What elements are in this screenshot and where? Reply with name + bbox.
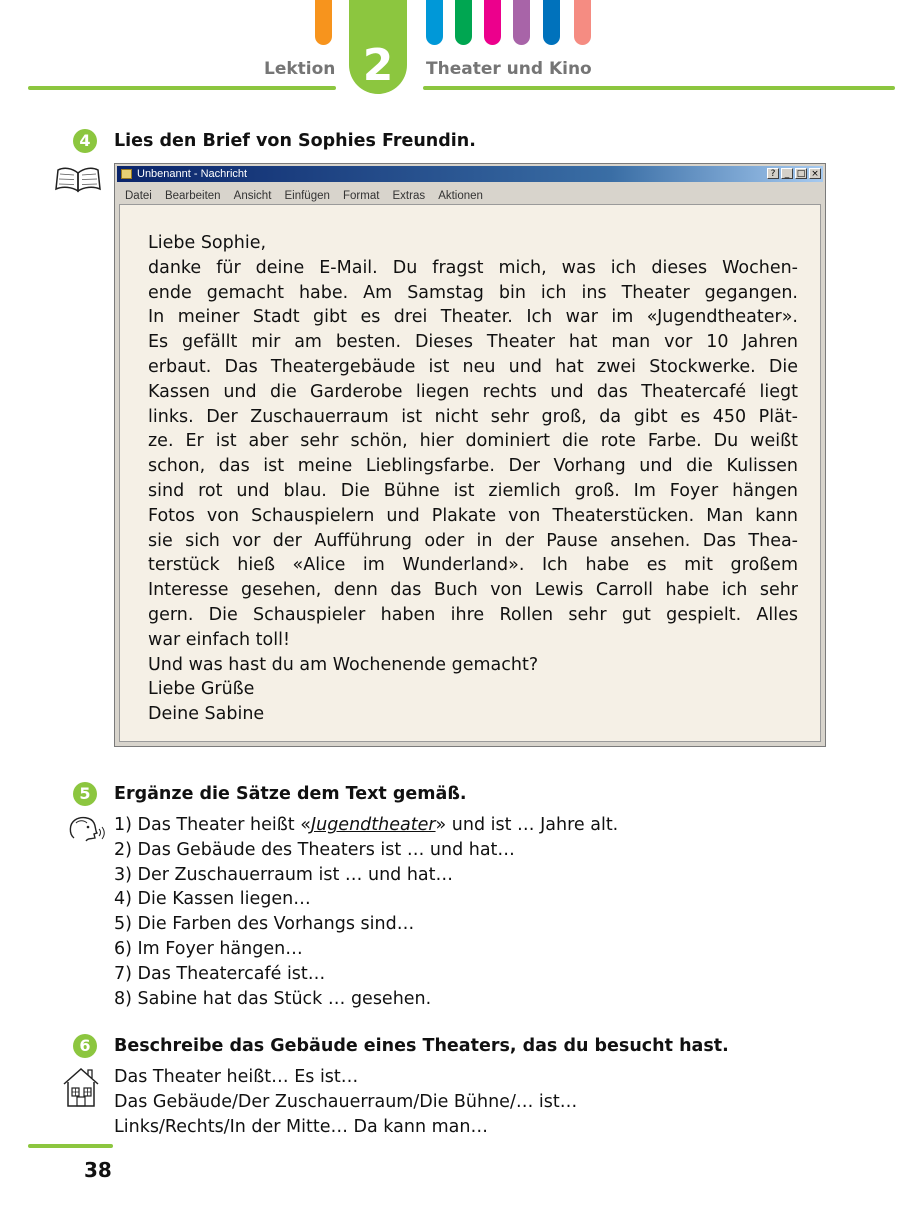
color-tab bbox=[455, 0, 472, 45]
header-divider-left bbox=[28, 86, 336, 90]
letter-line: Und was hast du am Wochenende gemacht? bbox=[148, 654, 539, 675]
item-prefix: 1) Das Theater heißt « bbox=[114, 815, 311, 835]
exercise-number: 6 bbox=[73, 1034, 97, 1058]
menu-item-format[interactable]: Format bbox=[342, 190, 380, 202]
letter-line: Liebe Grüße bbox=[148, 679, 255, 700]
help-icon[interactable]: ? bbox=[767, 168, 779, 179]
window-menubar bbox=[117, 184, 823, 202]
list-item: Das Gebäude/Der Zuschauerraum/Die Bühne/… ist… bbox=[114, 1091, 578, 1112]
exercise-number: 4 bbox=[73, 129, 97, 153]
window-titlebar bbox=[117, 166, 823, 182]
list-item: Das Theater heißt… Es ist… bbox=[114, 1067, 359, 1087]
menu-item-ansicht[interactable]: Ansicht bbox=[233, 190, 272, 202]
exercise-title: Lies den Brief von Sophies Freundin. bbox=[114, 131, 476, 151]
color-tab bbox=[574, 0, 591, 45]
letter-line: Kassen und die Garderobe liegen rechts und das Theatercafé liegt bbox=[148, 381, 798, 402]
window-title: Unbenannt - Nachricht bbox=[137, 168, 248, 180]
message-body[interactable] bbox=[119, 204, 821, 742]
exercise-number: 5 bbox=[73, 782, 97, 806]
header-divider-right bbox=[423, 86, 895, 90]
letter-line: ende gemacht habe. Am Samstag bin ich ins Theater gegangen. bbox=[148, 282, 798, 303]
color-tab bbox=[426, 0, 443, 45]
letter-line: Liebe Sophie, bbox=[148, 233, 267, 253]
menu-item-bearbeiten[interactable]: Bearbeiten bbox=[164, 190, 221, 202]
example-answer: Jugendtheater bbox=[310, 815, 436, 835]
list-item: 5) Die Farben des Vorhangs sind… bbox=[114, 914, 415, 935]
letter-line: Deine Sabine bbox=[148, 704, 265, 725]
menu-item-aktionen[interactable]: Aktionen bbox=[438, 190, 483, 202]
letter-line: schon, das ist meine Lieblingsfarbe. Der Vorhang und die Kulissen bbox=[148, 456, 798, 477]
letter-line: danke für deine E-Mail. Du fragst mich, was ich dieses Wochen- bbox=[148, 257, 798, 278]
lesson-title: Theater und Kino bbox=[426, 59, 592, 79]
email-window bbox=[114, 163, 826, 747]
exercise5-list bbox=[114, 813, 618, 1011]
envelope-icon bbox=[121, 169, 132, 179]
list-item: 4) Die Kassen liegen… bbox=[114, 889, 311, 910]
color-tab bbox=[484, 0, 501, 45]
letter-line: terstück hieß «Alice im Wunderland». Ich habe es mit großem bbox=[148, 555, 798, 576]
list-item bbox=[114, 813, 618, 838]
lektion-label: Lektion bbox=[264, 59, 336, 79]
color-tab bbox=[513, 0, 530, 45]
list-item: 2) Das Gebäude des Theaters ist … und hat… bbox=[114, 839, 515, 860]
letter-line: sie sich vor der Aufführung oder in der Pause ansehen. Das Thea- bbox=[148, 530, 798, 551]
list-item: 6) Im Foyer hängen… bbox=[114, 938, 303, 959]
speaking-head-icon bbox=[66, 814, 106, 844]
letter-line: ze. Er ist aber sehr schön, hier dominiert die rote Farbe. Du weißt bbox=[148, 431, 798, 452]
letter-line: war einfach toll! bbox=[148, 629, 290, 650]
letter-text bbox=[148, 231, 798, 727]
letter-line: sind rot und blau. Die Bühne ist ziemlich groß. Im Foyer hängen bbox=[148, 480, 798, 501]
letter-line: Es gefällt mir am besten. Dieses Theater hat man vor 10 Jahren bbox=[148, 332, 798, 353]
exercise6-lines bbox=[114, 1065, 577, 1139]
letter-line: Fotos von Schauspielern und Plakate von Theaterstücken. Man kann bbox=[148, 505, 798, 526]
maximize-icon[interactable]: □ bbox=[796, 169, 806, 179]
color-tab bbox=[315, 0, 332, 45]
item-suffix: » und ist … Jahre alt. bbox=[435, 815, 619, 835]
letter-line: Interesse gesehen, denn das Buch von Lewis Carroll habe ich sehr bbox=[148, 580, 798, 601]
exercise-title: Ergänze die Sätze dem Text gemäß. bbox=[114, 784, 467, 804]
menu-item-extras[interactable]: Extras bbox=[392, 190, 426, 202]
footer-divider bbox=[28, 1144, 113, 1148]
minimize-icon[interactable]: _ bbox=[781, 168, 793, 179]
color-tab bbox=[543, 0, 560, 45]
open-book-icon bbox=[54, 165, 102, 195]
letter-line: links. Der Zuschauerraum ist nicht sehr groß, da gibt es 450 Plät- bbox=[148, 406, 798, 427]
letter-line: In meiner Stadt gibt es drei Theater. Ich war im «Jugendtheater». bbox=[148, 307, 798, 328]
letter-line: erbaut. Das Theatergebäude ist neu und hat zwei Stockwerke. Die bbox=[148, 356, 798, 377]
list-item: 7) Das Theatercafé ist… bbox=[114, 963, 326, 984]
menu-item-einfuegen[interactable]: Einfügen bbox=[284, 190, 330, 202]
letter-line: gern. Die Schauspieler haben ihre Rollen sehr gut gespielt. Alles bbox=[148, 604, 798, 625]
list-item: Links/Rechts/In der Mitte… Da kann man… bbox=[114, 1116, 488, 1137]
list-item: 8) Sabine hat das Stück … gesehen. bbox=[114, 988, 432, 1009]
page-number: 38 bbox=[84, 1158, 112, 1182]
house-icon bbox=[60, 1066, 102, 1110]
exercise-title: Beschreibe das Gebäude eines Theaters, das du besucht hast. bbox=[114, 1036, 729, 1056]
list-item: 3) Der Zuschauerraum ist … und hat… bbox=[114, 864, 454, 885]
lesson-number: 2 bbox=[349, 0, 407, 94]
close-icon[interactable]: × bbox=[809, 168, 821, 179]
menu-item-datei[interactable]: Datei bbox=[125, 190, 152, 202]
